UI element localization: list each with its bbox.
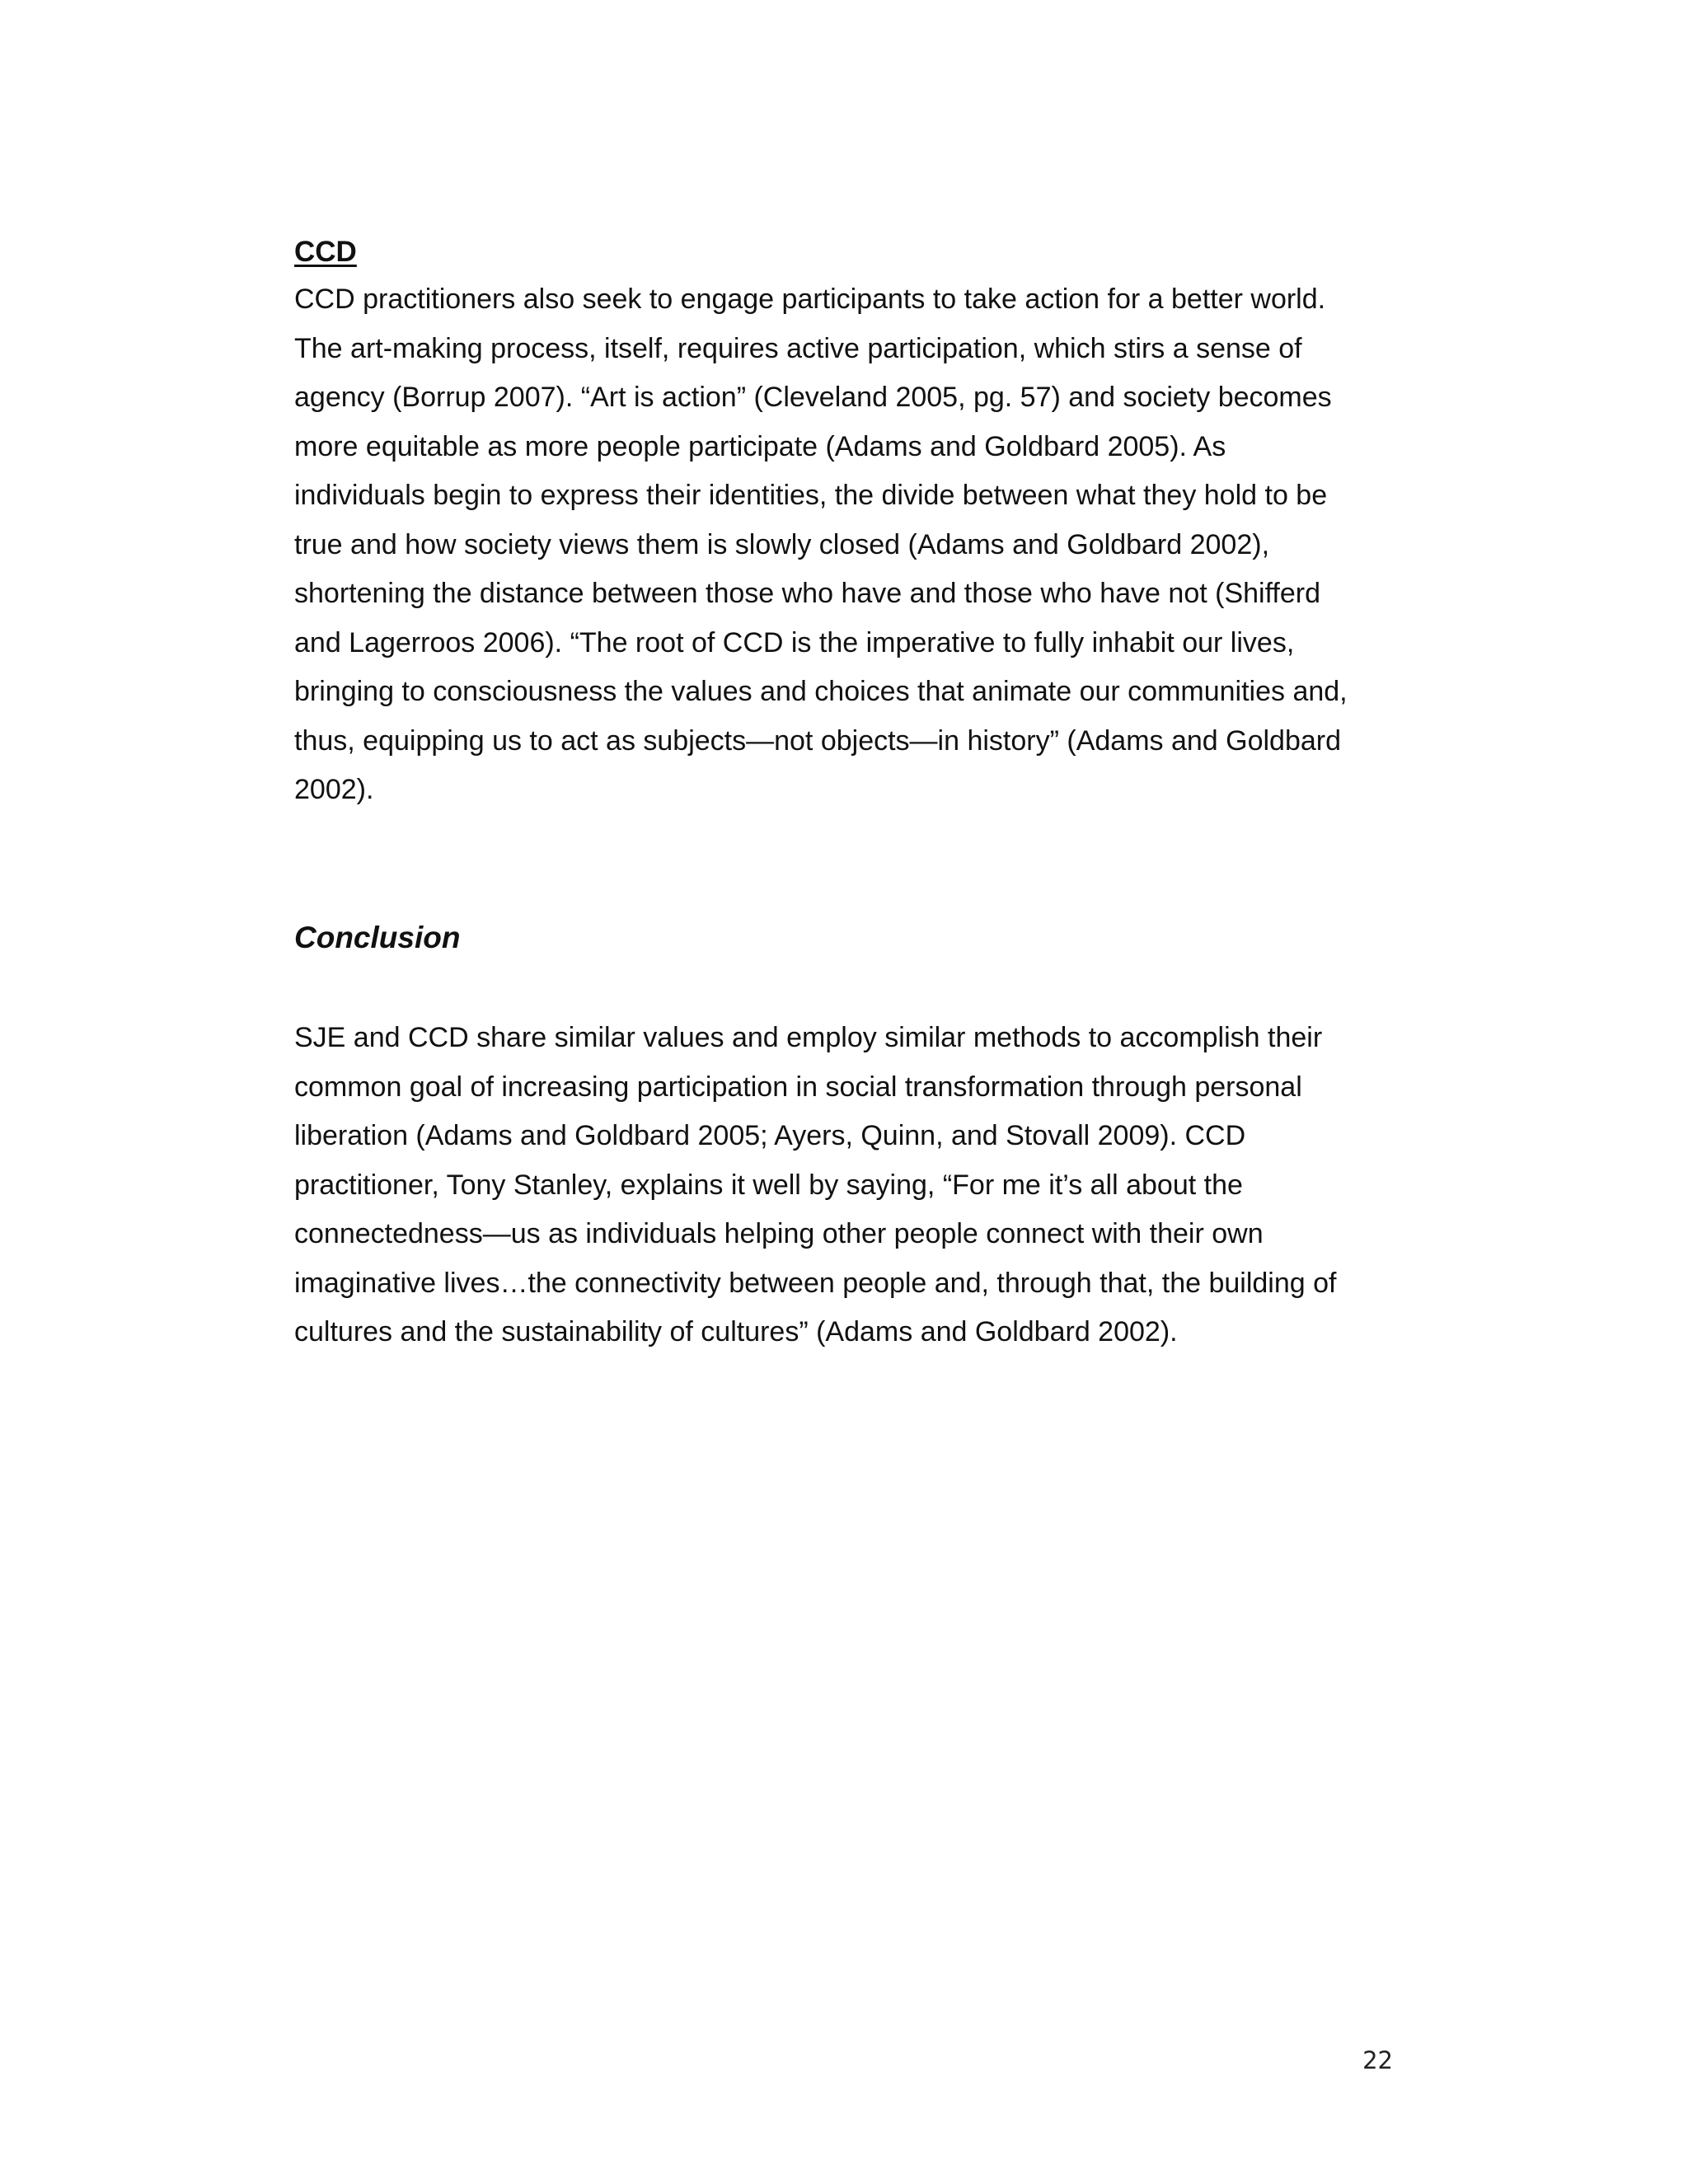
- paragraph-line: bringing to consciousness the values and choices that animate our communities and,: [294, 676, 1348, 707]
- paragraph-line: agency (Borrup 2007). “Art is action” (Cleveland 2005, pg. 57) and society becomes: [294, 382, 1332, 413]
- paragraph-line: The art-making process, itself, requires active participation, which stirs a sense of: [294, 332, 1302, 364]
- paragraph-line: common goal of increasing participation in social transformation through personal: [294, 1071, 1302, 1103]
- paragraph-line: practitioner, Tony Stanley, explains it well by saying, “For me it’s all about the: [294, 1169, 1243, 1201]
- paragraph-line: liberation (Adams and Goldbard 2005; Ayers, Quinn, and Stovall 2009). CCD: [294, 1120, 1246, 1151]
- paragraph-line: connectedness—us as individuals helping other people connect with their own: [294, 1218, 1264, 1249]
- paragraph-line: SJE and CCD share similar values and employ similar methods to accomplish their: [294, 1022, 1323, 1053]
- paragraph-line: shortening the distance between those who have and those who have not (Shifferd: [294, 578, 1321, 609]
- conclusion-paragraph: [294, 1014, 1382, 1357]
- paragraph-line: more equitable as more people participate (Adams and Goldbard 2005). As: [294, 430, 1226, 462]
- paragraph-line: true and how society views them is slowly closed (Adams and Goldbard 2002),: [294, 528, 1270, 560]
- paragraph-line: cultures and the sustainability of cultures” (Adams and Goldbard 2002).: [294, 1316, 1178, 1347]
- paragraph-line: individuals begin to express their identities, the divide between what they hold to be: [294, 480, 1328, 511]
- ccd-paragraph: [294, 275, 1382, 815]
- ccd-section-heading: CCD: [294, 236, 357, 268]
- paragraph-line: imaginative lives…the connectivity between people and, through that, the building of: [294, 1267, 1337, 1299]
- paragraph-line: 2002).: [294, 774, 374, 805]
- paragraph-line: CCD practitioners also seek to engage participants to take action for a better world.: [294, 284, 1326, 315]
- paragraph-line: thus, equipping us to act as subjects—not objects—in history” (Adams and Goldbard: [294, 724, 1342, 757]
- page-number: 22: [1362, 2046, 1393, 2074]
- paragraph-line: and Lagerroos 2006). “The root of CCD is the imperative to fully inhabit our lives,: [294, 626, 1295, 658]
- conclusion-heading: Conclusion: [294, 921, 461, 954]
